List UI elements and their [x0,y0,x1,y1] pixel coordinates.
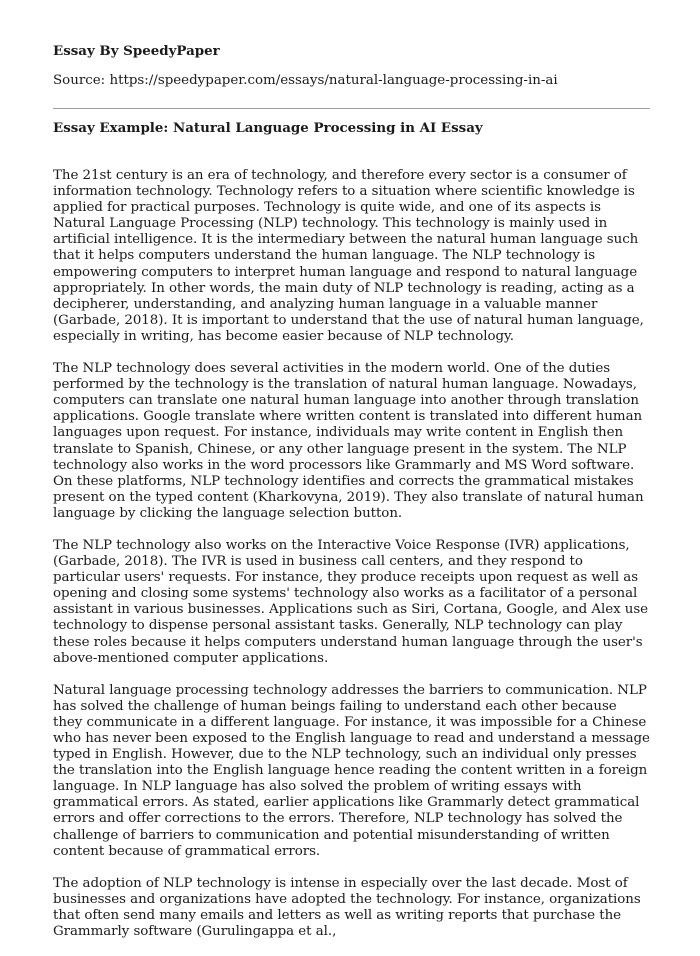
essay-paragraph: The NLP technology also works on the Interactive Voice Response (IVR) applications, (Garbade, 2018). The IVR is used in business call centers, and they respond to particular users' requests. For instance, they produce receipts upon request as well as opening and closing some systems' technology also works as a facilitator of a personal assistant in various businesses. Applications such as Siri, Cortana, Google, and Alex use technology to dispense personal assistant tasks. Generally, NLP technology can play these roles because it helps computers understand human language through the user's above-mentioned computer applications. [53,537,649,666]
essay-paragraph: The NLP technology does several activities in the modern world. One of the duties performed by the technology is the translation of natural human language. Nowadays, computers can translate one natural human language into another through translation applications. Google translate where written content is translated into different human languages upon request. For instance, individuals may write content in English then translate to Spanish, Chinese, or any other language present in the system. The NLP technology also works in the word processors like Grammarly and MS Word software. On these platforms, NLP technology identifies and corrects the grammatical mistakes present on the typed content (Kharkovyna, 2019). They also translate of natural human language by clicking the language selection button. [53,361,644,521]
essay-brand: Essay By SpeedyPaper [53,43,220,59]
essay-paragraph: Natural language processing technology addresses the barriers to communication. NLP has solved the challenge of human beings failing to understand each other because they communicate in a different language. For instance, it was impossible for a Chinese who has never been exposed to the English language to read and understand a message typed in English. However, due to the NLP technology, such an individual only presses the translation into the English language hence reading the content written in a foreign language. In NLP language has also solved the problem of writing essays with grammatical errors. As stated, earlier applications like Grammarly detect grammatical errors and offer corrections to the errors. Therefore, NLP technology has solved the challenge of barriers to communication and potential misunderstanding of written content because of grammatical errors. [53,682,650,859]
essay-paragraph: The 21st century is an era of technology, and therefore every sector is a consumer of information technology. Technology refers to a situation where scientific knowledge is applied for practical purposes. Technology is quite wide, and one of its aspects is Natural Language Processing (NLP) technology. This technology is mainly used in artificial intelligence. It is the intermediary between the natural human language such that it helps computers understand the human language. The NLP technology is empowering computers to interpret human language and respond to natural language appropriately. In other words, the main duty of NLP technology is reading, acting as a decipherer, understanding, and analyzing human language in a valuable manner (Garbade, 2018). It is important to understand that the use of natural human language, especially in writing, has become easier because of NLP technology. [53,168,644,344]
essay-title: Essay Example: Natural Language Processing in AI Essay [53,120,483,136]
essay-source-url: Source: https://speedypaper.com/essays/natural-language-processing-in-ai [53,73,558,88]
essay-paragraph: The adoption of NLP technology is intense in especially over the last decade. Most of businesses and organizations have adopted the technology. For instance, organizations that often send many emails and letters as well as writing reports that purchase the Grammarly software (Gurulingappa et al., [53,875,641,940]
essay-body [53,168,650,956]
header-divider [53,108,650,109]
